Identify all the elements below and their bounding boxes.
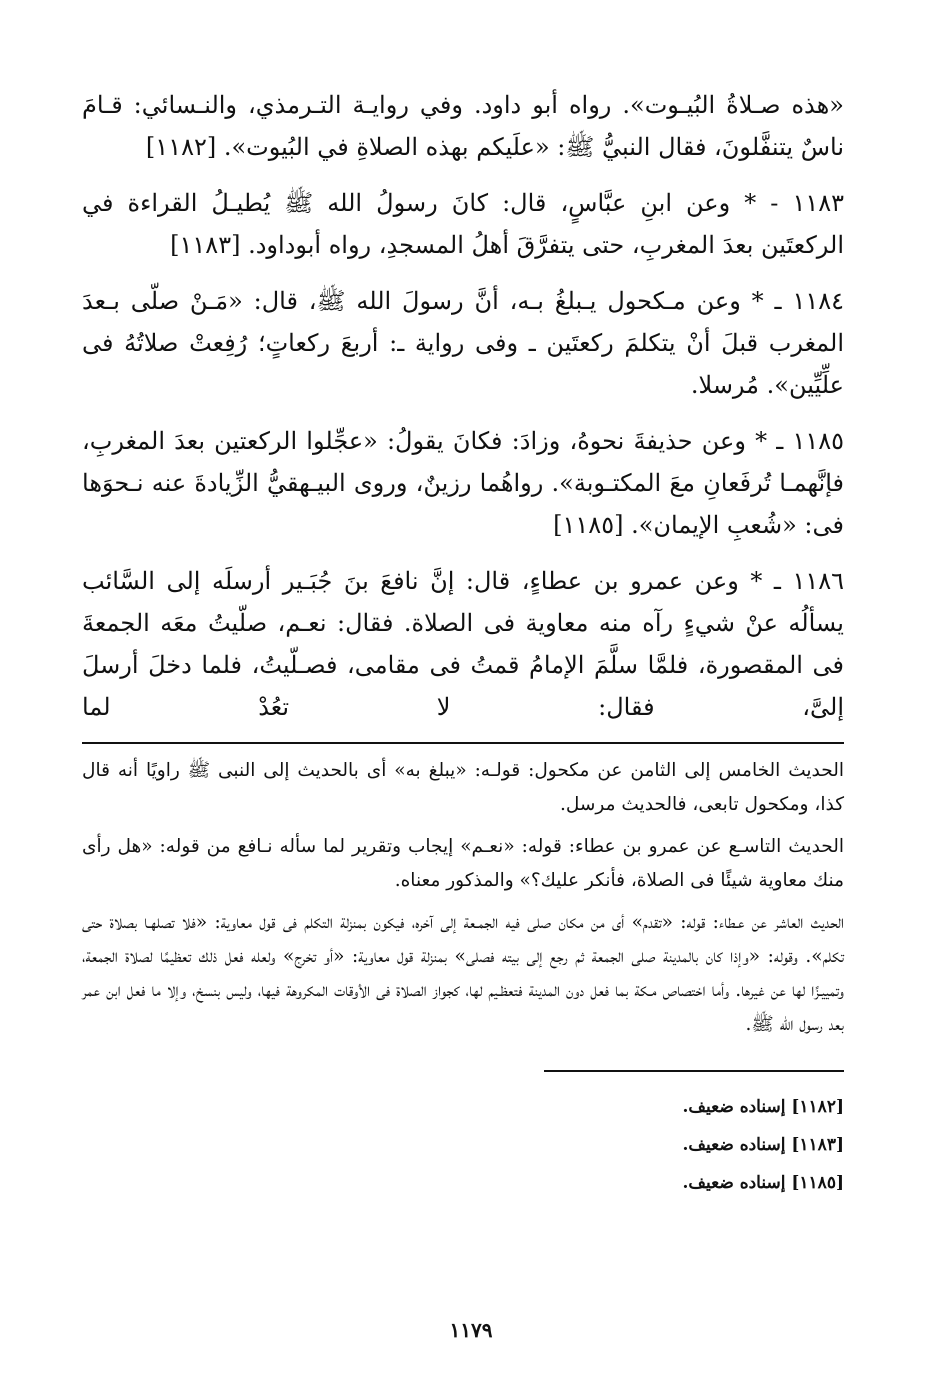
hadith-paragraph-1186: ١١٨٦ ـ * وعن عمرو بن عطاءٍ، قال: إنَّ نافعَ بنَ جُبَـير أرسلَه إلى السَّائب يسألُه عنْ شيءٍ رآه منه معاوية فى الصلاة. فقال: نعـم، صلّيتُ معَه الجمعةَ فى المقصورة، فلمَّا سلَّمَ الإمامُ قمتُ فى مقامى، فصـلّيتُ، فلما دخلَ أرسلَ إلىَّ، فقال: لا تعُدْ لما: [82, 567, 844, 721]
hadith-paragraph-1183: ١١٨٣ - * وعن ابنِ عبَّاسٍ، قال: كانَ رسولُ الله ﷺ يُطيـلُ القراءة في الركعتَين بعدَ المغربِ، حتى يتفرَّقَ أهلُ المسجدِ، رواه أبوداود. [١١٨٣]: [82, 189, 844, 259]
footnote-1183: [١١٨٣] إسناده ضعيف.: [682, 1135, 844, 1155]
footnote-1182: [١١٨٢] إسناده ضعيف.: [682, 1097, 844, 1117]
commentary-divider: [82, 742, 844, 744]
commentary-paragraph: الحديث الخامس إلى الثامن عن مكحول: قولـه: «يبلغ به» أى بالحديث إلى النبى ﷺ راويًا أنه قال كذا، ومكحول تابعى، فالحديث مرسل.: [82, 760, 844, 815]
footnotes-divider: [544, 1070, 844, 1072]
hadith-text: [82, 84, 844, 728]
hadith-paragraph-1185: ١١٨٥ ـ * وعن حذيفةَ نحوهُ، وزادَ: فكانَ يقولُ: «عجِّلوا الركعتين بعدَ المغربِ، فإنَّهمـا تُرفَعانِ معَ المكتـوبة». رواهُما رزينٌ، وروى البيـهقيُّ الزِّيادةَ عنه نـحوَها فى: «شُعبِ الإيمان». [١١٨٥]: [82, 427, 844, 539]
commentary-paragraph: الحديث العاشر عن عـطاء: قوله: «تقدم» أى من مكان صلى فيه الجمـعة إلى آخره، فيكون بمنزلة التكلم فى قول معاوية: «فلا تصلهـا بصلاة حتى تكلم». وقوله: «وإذا كان بالمدينة صلى الجمعة ثم رجع إلى بيته فصلى» بمنزلة قول معاوية: «أو تخرج» ولعله فعل ذلك تعظيمًا لصلاة الجمعة، وتمييـزًا لها عن غيرها. وأما اختصاص مـكة بما فعل دون المدينة فتعظـيم لها، كجواز الصلاة فى الأوقات المكروهة فيها، وليس بنسخ، وإلا ما فعل ابن عمر بعد رسول الله ﷺ.: [82, 912, 844, 1035]
hadith-paragraph-1184: ١١٨٤ ـ * وعن مـكحول يـبلغُ بـه، أنَّ رسولَ الله ﷺ، قال: «مَـنْ صلّى بـعدَ المغرب قبلَ أنْ يتكلمَ ركعتَين ـ وفى رواية ـ: أربعَ ركعاتٍ؛ رُفِعتْ صلاتُهُ فى علِّيِّين». مُرسلا.: [82, 287, 844, 399]
footnote-1185: [١١٨٥] إسناده ضعيف.: [682, 1173, 844, 1193]
footnotes-section: [82, 1088, 844, 1202]
commentary-section: [82, 754, 844, 1042]
page-number: ١١٧٩: [449, 1318, 493, 1342]
commentary-paragraph: الحديث التاسـع عن عمرو بن عطاء: قوله: «نعـم» إيجاب وتقرير لما سأله نـافع من قوله: «هل رأى منك معاوية شيئًا فى الصلاة، فأنكر عليك؟» والمذكور معناه.: [82, 836, 844, 891]
hadith-paragraph-1182-tail: «هذه صـلاةُ البُيـوت». رواه أبو داود. وفي روايـة التـرمذي، والنـسائي: قـامَ ناسٌ يتنفَّلونَ، فقال النبيُّ ﷺ: «علَيكم بهذه الصلاةِ في البُيوت». [١١٨٢]: [82, 91, 844, 161]
